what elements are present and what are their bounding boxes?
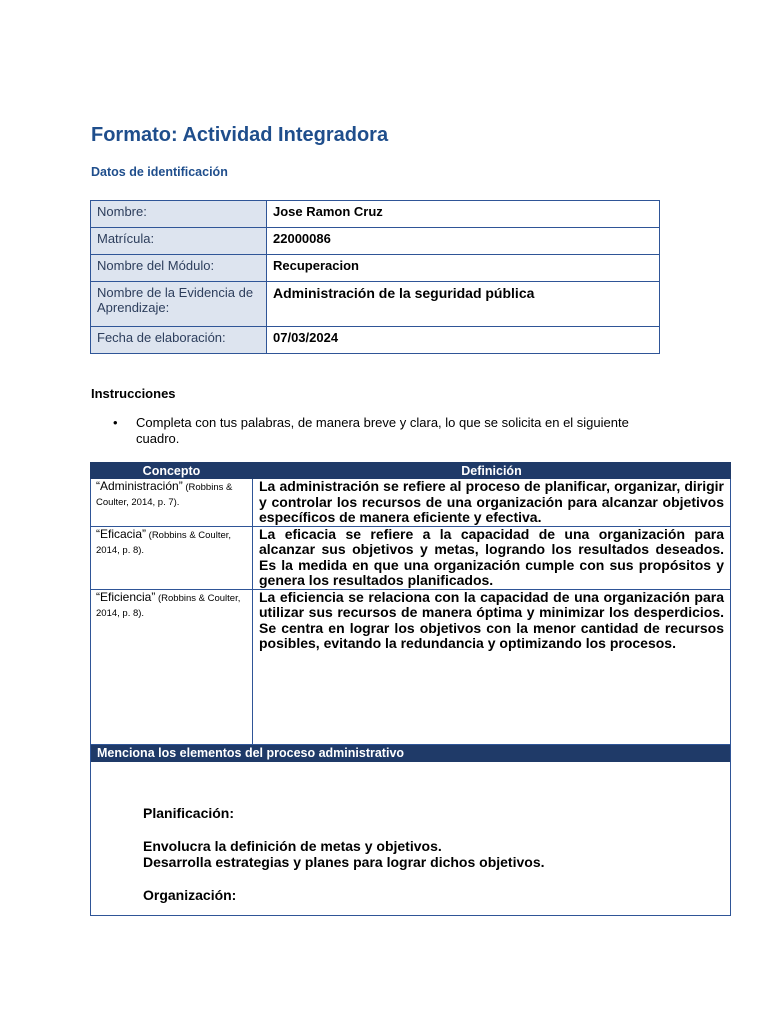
organization-title: Organización: — [143, 887, 237, 903]
concept-name: “Eficiencia” — [96, 589, 156, 604]
table-header-row — [91, 463, 731, 479]
definition-cell: La administración se refiere al proceso de planificar, organizar, dirigir y controlar los recursos de una organización para alcanzar objetivos específicos de manera eficiente y efectiva. — [253, 479, 731, 527]
table-row — [91, 327, 660, 354]
field-value-matricula: 22000086 — [267, 228, 660, 255]
process-section — [90, 744, 731, 916]
concept-citation: (Robbins & Coulter, 2014, p. 8). — [96, 592, 241, 619]
concept-cell — [91, 589, 253, 746]
concept-name: “Eficacia” — [96, 526, 147, 541]
table-row — [91, 201, 660, 228]
planning-title: Planificación: — [143, 805, 235, 821]
field-label: Nombre del Módulo: — [91, 255, 267, 282]
instructions-item — [113, 415, 673, 447]
field-value-date: 07/03/2024 — [267, 327, 660, 354]
concept-cell — [91, 479, 253, 527]
table-row — [91, 589, 731, 746]
table-row — [91, 255, 660, 282]
field-label: Nombre de la Evidencia de Aprendizaje: — [91, 282, 267, 327]
instructions-text: Completa con tus palabras, de manera breve y clara, lo que se solicita en el siguiente cuadro. — [136, 415, 629, 446]
section-title-identification: Datos de identificación — [91, 165, 228, 179]
definition-cell: La eficacia se refiere a la capacidad de una organización para alcanzar sus objetivos y metas, logrando los resultados deseados. Es la medida en que una organización cumple con sus propósitos y genera los resultados planificados. — [253, 526, 731, 589]
field-value-evidence: Administración de la seguridad pública — [267, 282, 660, 327]
concept-table — [90, 462, 731, 747]
process-body — [143, 805, 545, 903]
instructions-heading: Instrucciones — [91, 386, 176, 401]
table-row — [91, 479, 731, 527]
table-row — [91, 282, 660, 327]
definition-cell: La eficiencia se relaciona con la capacidad de una organización para utilizar sus recursos de manera óptima y minimizar los desperdicios. Se centra en lograr los objetivos con la menor cantidad de recursos posibles, evitando la redundancia y optimizando los procesos. — [253, 589, 731, 746]
table-row — [91, 228, 660, 255]
planning-line: Desarrolla estrategias y planes para lograr dichos objetivos. — [143, 854, 545, 870]
field-value-module: Recuperacion — [267, 255, 660, 282]
field-value-name: Jose Ramon Cruz — [267, 201, 660, 228]
identification-table — [90, 200, 660, 354]
field-label: Matrícula: — [91, 228, 267, 255]
field-label: Fecha de elaboración: — [91, 327, 267, 354]
planning-line: Envolucra la definición de metas y objetivos. — [143, 838, 442, 854]
concept-citation: (Robbins & Coulter, 2014, p. 7). — [96, 482, 233, 508]
concept-name: “Administración” — [96, 479, 183, 493]
concept-cell — [91, 526, 253, 589]
bullet-icon: • — [113, 415, 118, 430]
concept-citation: (Robbins & Coulter, 2014, p. 8). — [96, 529, 232, 556]
process-heading: Menciona los elementos del proceso administrativo — [91, 745, 730, 762]
column-header-definition: Definición — [253, 463, 731, 479]
table-row — [91, 526, 731, 589]
column-header-concept: Concepto — [91, 463, 253, 479]
field-label: Nombre: — [91, 201, 267, 228]
page-title: Formato: Actividad Integradora — [91, 124, 389, 146]
